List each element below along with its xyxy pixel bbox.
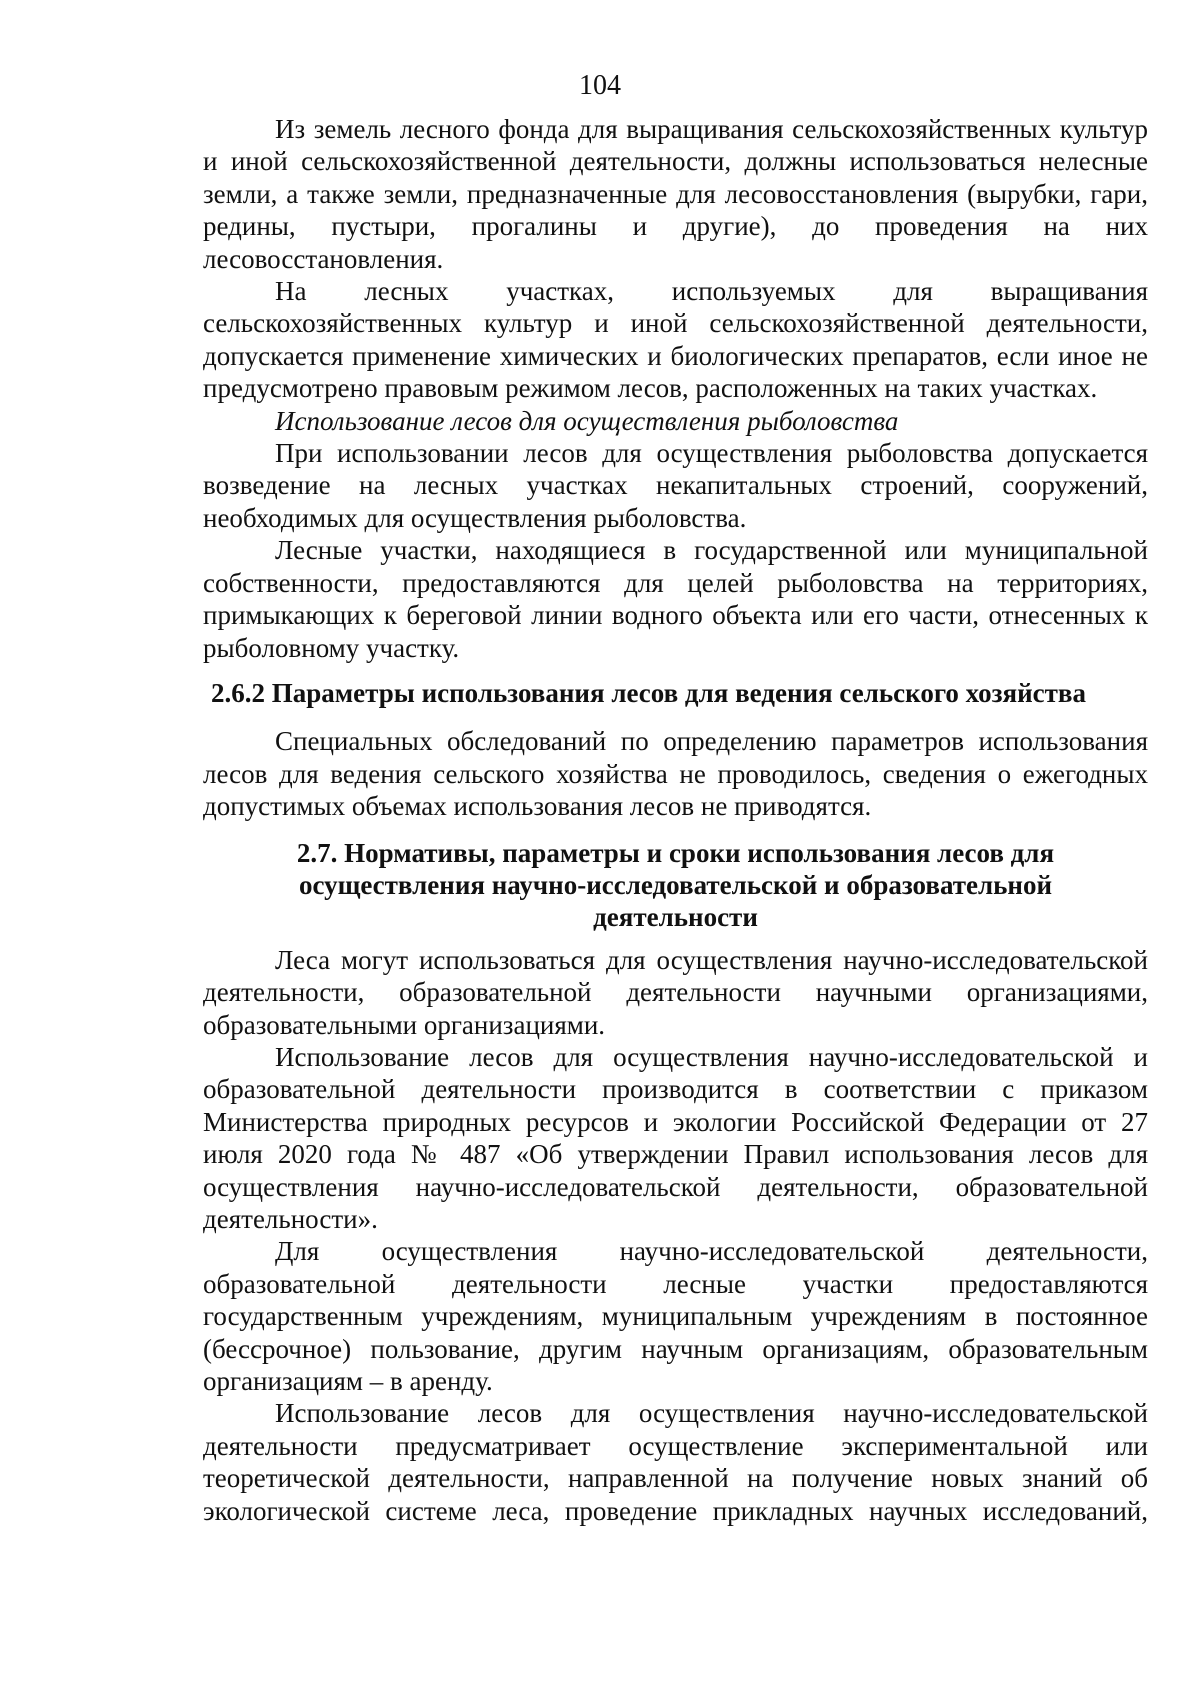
- paragraph-forest-lands: Из земель лесного фонда для выращивания сельскохозяйственных культур и иной сельскохозяйственной деятельности, должны использоваться нелесные земли, а также земли, предназначенные для лесовосстановления (вырубки, гари, редины, пустыри, прогалины и другие), до проведения на них лесовосстановления.: [203, 114, 1148, 274]
- paragraph-research-activity: Использование лесов для осуществления научно-исследовательской деятельности предусматривает осуществление экспериментальной или теоретической деятельности, направленной на получение новых знаний об экологической системе леса, проведение прикладных научных исследований,: [203, 1398, 1148, 1526]
- paragraph-agriculture-surveys: Специальных обследований по определению параметров использования лесов для ведения сельского хозяйства не проводилось, сведения о ежегодных допустимых объемах использования лесов не приводятся.: [203, 726, 1148, 822]
- paragraph-fishing-structures: При использовании лесов для осуществления рыболовства допускается возведение на лесных участках некапитальных строений, сооружений, необходимых для осуществления рыболовства.: [203, 438, 1148, 533]
- paragraph-fishing-plots: Лесные участки, находящиеся в государственной или муниципальной собственности, предоставляются для целей рыболовства на территориях, примыкающих к береговой линии водного объекта или его части, отнесенных к рыболовному участку.: [203, 535, 1148, 663]
- section-heading-2-6-2: 2.6.2 Параметры использования лесов для ведения сельского хозяйства: [211, 677, 1086, 708]
- page-number: 104: [579, 70, 621, 101]
- subheading-fishing: Использование лесов для осуществления рыболовства: [275, 405, 899, 436]
- paragraph-ministry-order: Использование лесов для осуществления научно-исследовательской и образовательной деятельности производится в соответствии с приказом Министерства природных ресурсов и экологии Российской Федерации от 27 июля 2020 года № 487 «Об утверждении Правил использования лесов для осуществления научно-исследовательской деятельности, образовательной деятельности».: [203, 1041, 1148, 1234]
- paragraph-research-use: Леса могут использоваться для осуществления научно-исследовательской деятельности, образовательной деятельности научными организациями, образовательными организациями.: [203, 944, 1148, 1040]
- page-body: [203, 113, 1148, 1527]
- section-heading-2-7: 2.7. Нормативы, параметры и сроки использования лесов для осуществления научно-исследовательской и образовательной деятельности: [296, 837, 1055, 933]
- paragraph-plot-provision: Для осуществления научно-исследовательской деятельности, образовательной деятельности лесные участки предоставляются государственным учреждениям, муниципальным учреждениям в постоянное (бессрочное) пользование, другим научным организациям, образовательным организациям – в аренду.: [203, 1236, 1148, 1397]
- paragraph-chemicals: На лесных участках, используемых для выращивания сельскохозяйственных культур и иной сельскохозяйственной деятельности, допускается применение химических и биологических препаратов, если иное не предусмотрено правовым режимом лесов, расположенных на таких участках.: [203, 276, 1148, 404]
